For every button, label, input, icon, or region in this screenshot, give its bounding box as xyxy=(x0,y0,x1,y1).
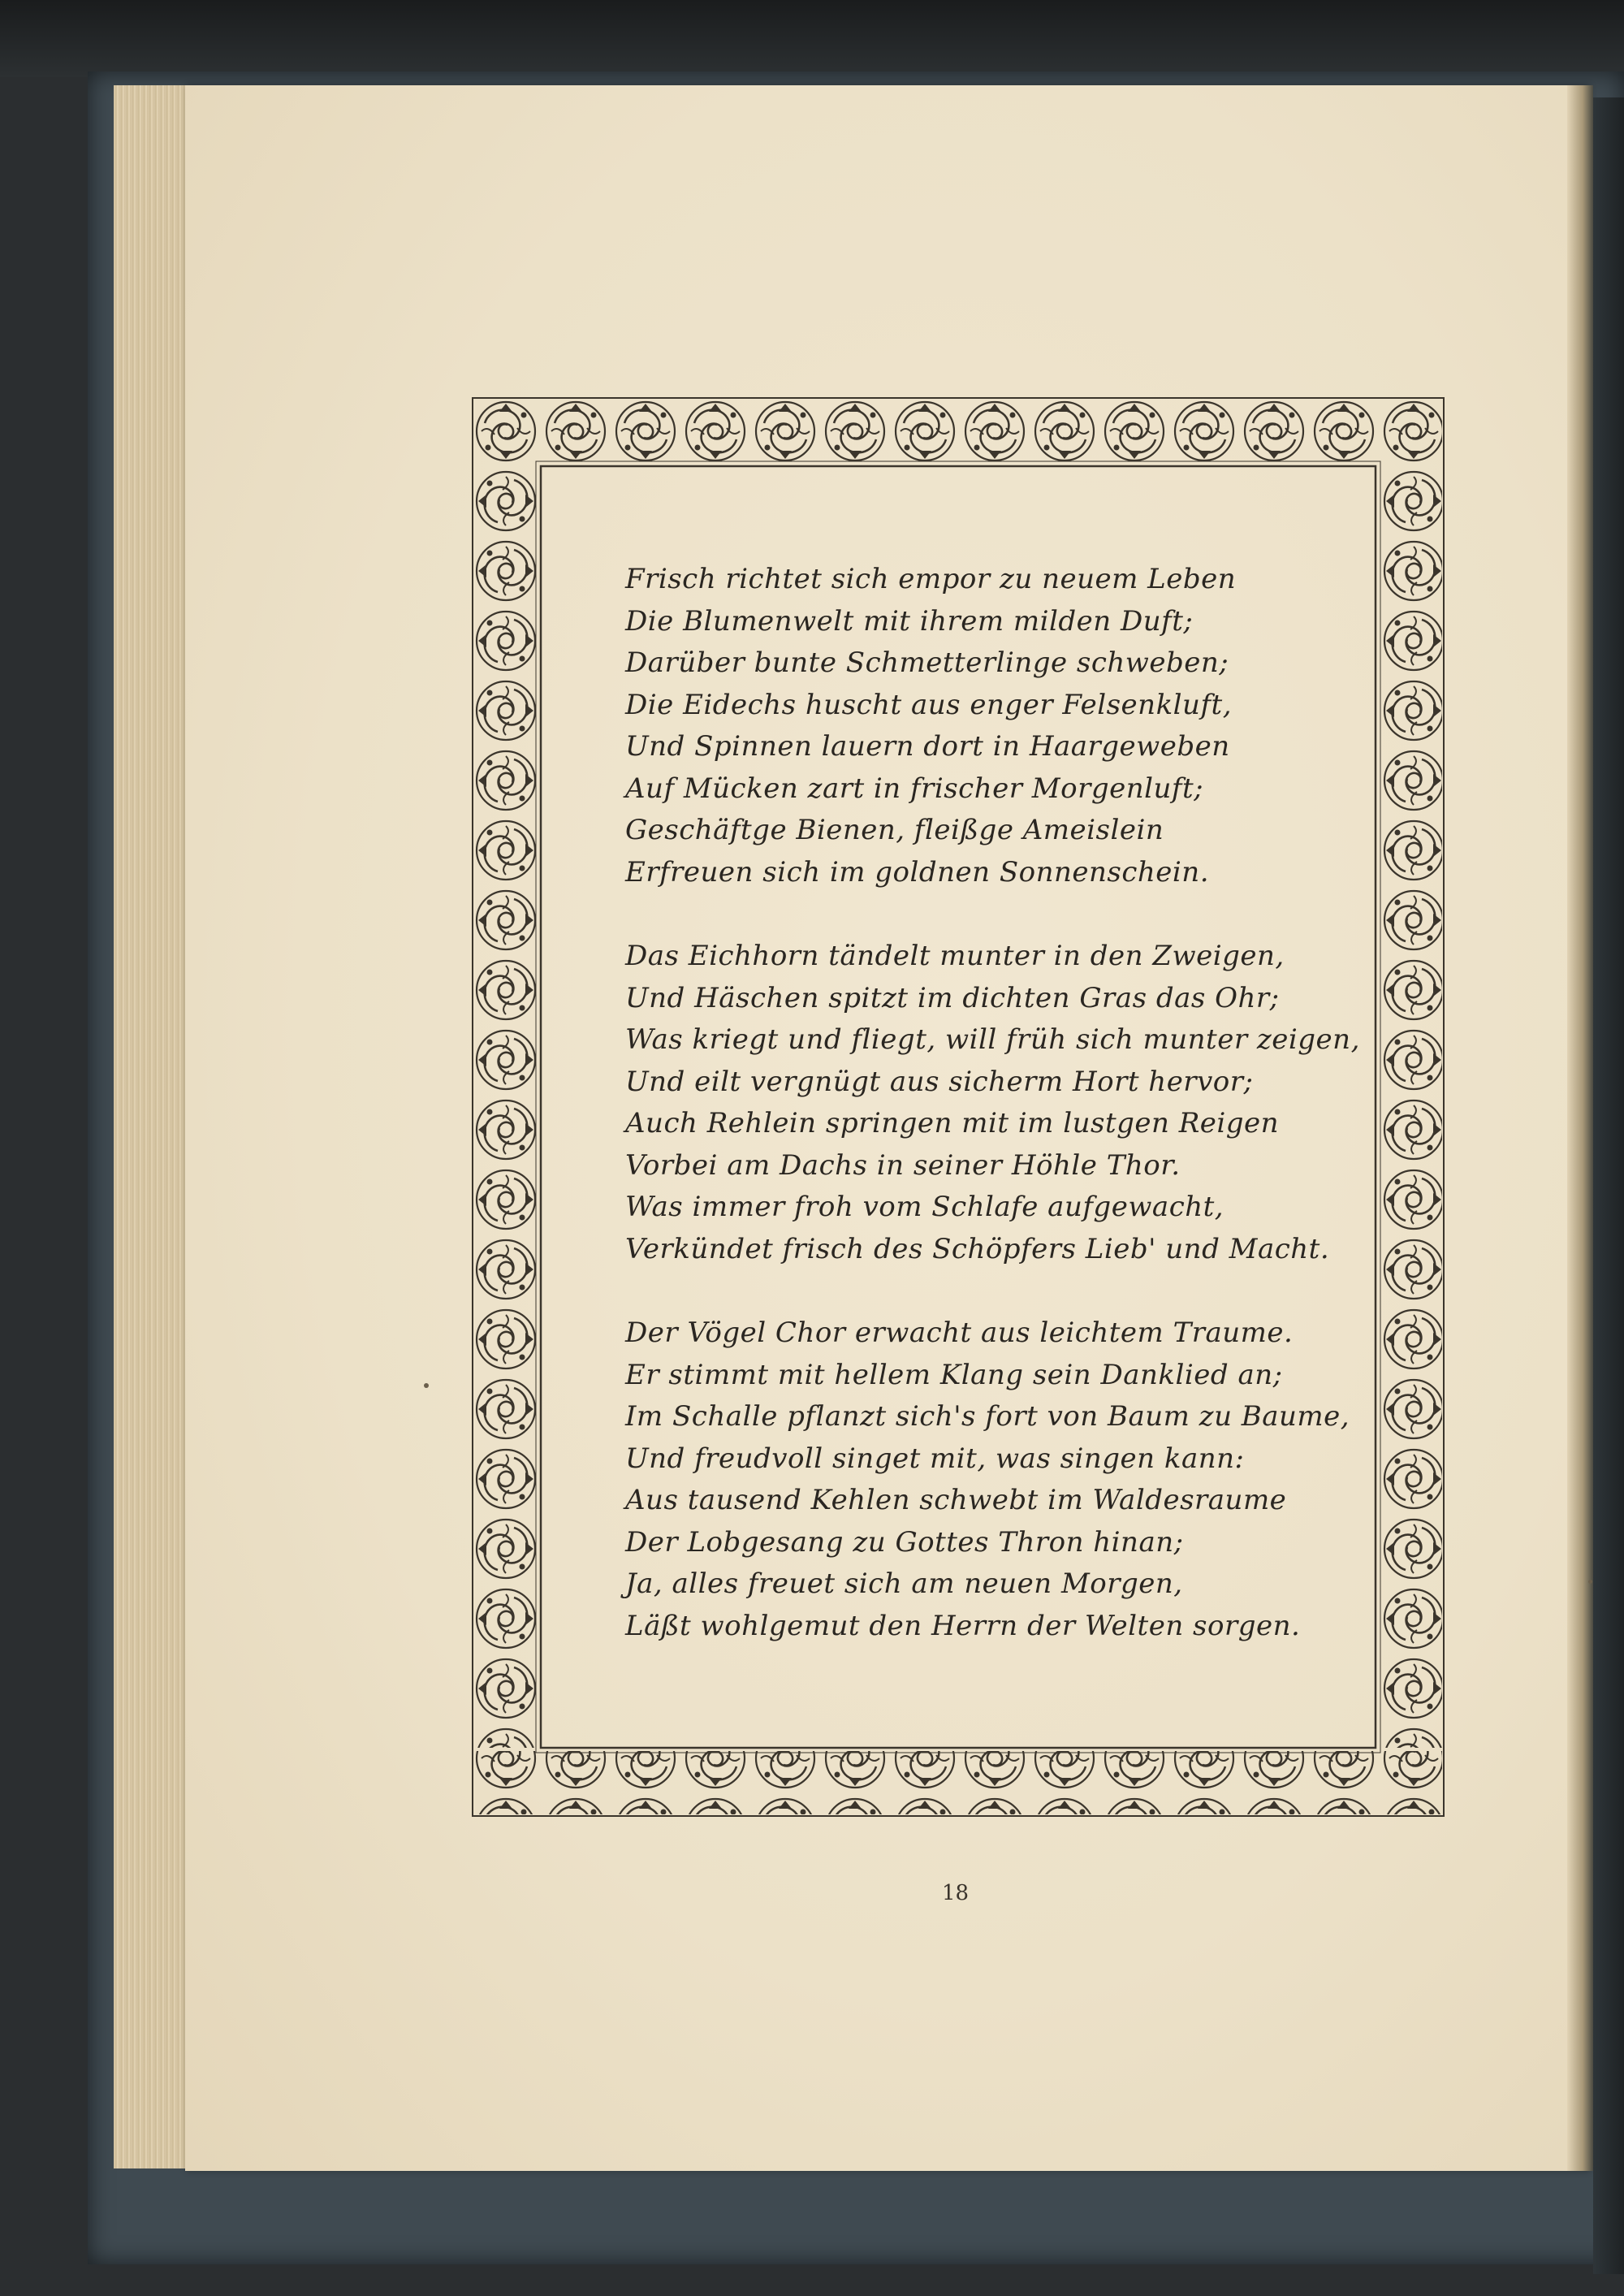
poem-line: Und eilt vergnügt aus sicherm Hort hervor; xyxy=(625,1065,1254,1098)
background-top xyxy=(0,0,1624,77)
poem-line: Was immer froh vom Schlafe aufgewacht, xyxy=(625,1191,1224,1223)
poem-line: Darüber bunte Schmetterlinge schweben; xyxy=(625,646,1229,679)
poem-line: Was kriegt und fliegt, will früh sich munter zeigen, xyxy=(625,1023,1360,1056)
poem-line: Und freudvoll singet mit, was singen kann: xyxy=(625,1442,1245,1475)
poem xyxy=(625,559,1360,1689)
poem-line: Im Schalle pflanzt sich's fort von Baum zu Baume, xyxy=(625,1400,1350,1433)
poem-line: Und Spinnen lauern dort in Haargeweben xyxy=(625,730,1230,763)
stanza xyxy=(625,559,1356,893)
stanza xyxy=(625,1312,1356,1647)
poem-line: Der Vögel Chor erwacht aus leichtem Traume. xyxy=(625,1317,1294,1349)
poem-line: Läßt wohlgemut den Herrn der Welten sorgen. xyxy=(625,1609,1301,1642)
paper-speck xyxy=(424,1383,429,1388)
poem-line: Ja, alles freuet sich am neuen Morgen, xyxy=(625,1567,1183,1600)
page-gutter xyxy=(1567,85,1593,2171)
poem-line: Er stimmt mit hellem Klang sein Danklied an; xyxy=(625,1358,1283,1391)
poem-line: Der Lobgesang zu Gottes Thron hinan; xyxy=(625,1525,1184,1559)
poem-line: Auf Mücken zart in frischer Morgenluft; xyxy=(625,772,1204,805)
stanza xyxy=(625,936,1360,1270)
poem-line: Die Blumenwelt mit ihrem milden Duft; xyxy=(625,604,1194,638)
poem-line: Frisch richtet sich empor zu neuem Leben xyxy=(625,563,1237,595)
poem-line: Erfreuen sich im goldnen Sonnenschein. xyxy=(625,855,1210,889)
poem-line: Aus tausend Kehlen schwebt im Waldesraume xyxy=(625,1484,1287,1516)
poem-line: Auch Rehlein springen mit im lustgen Reigen xyxy=(625,1107,1280,1139)
poem-line: Und Häschen spitzt im dichten Gras das Ohr; xyxy=(625,981,1280,1014)
poem-line: Verkündet frisch des Schöpfers Lieb' und Macht. xyxy=(625,1232,1330,1265)
page-number: 18 xyxy=(942,1881,970,1905)
poem-line: Vorbei am Dachs in seiner Höhle Thor. xyxy=(625,1148,1181,1182)
cover-edge xyxy=(1593,97,1624,2274)
poem-line: Das Eichhorn tändelt munter in den Zweigen, xyxy=(625,940,1285,972)
paper-speck xyxy=(1588,1580,1592,1584)
poem-line: Die Eidechs huscht aus enger Felsenkluft, xyxy=(625,688,1233,721)
poem-line: Geschäftge Bienen, fleißge Ameislein xyxy=(625,814,1164,846)
page-edges xyxy=(114,85,195,2168)
